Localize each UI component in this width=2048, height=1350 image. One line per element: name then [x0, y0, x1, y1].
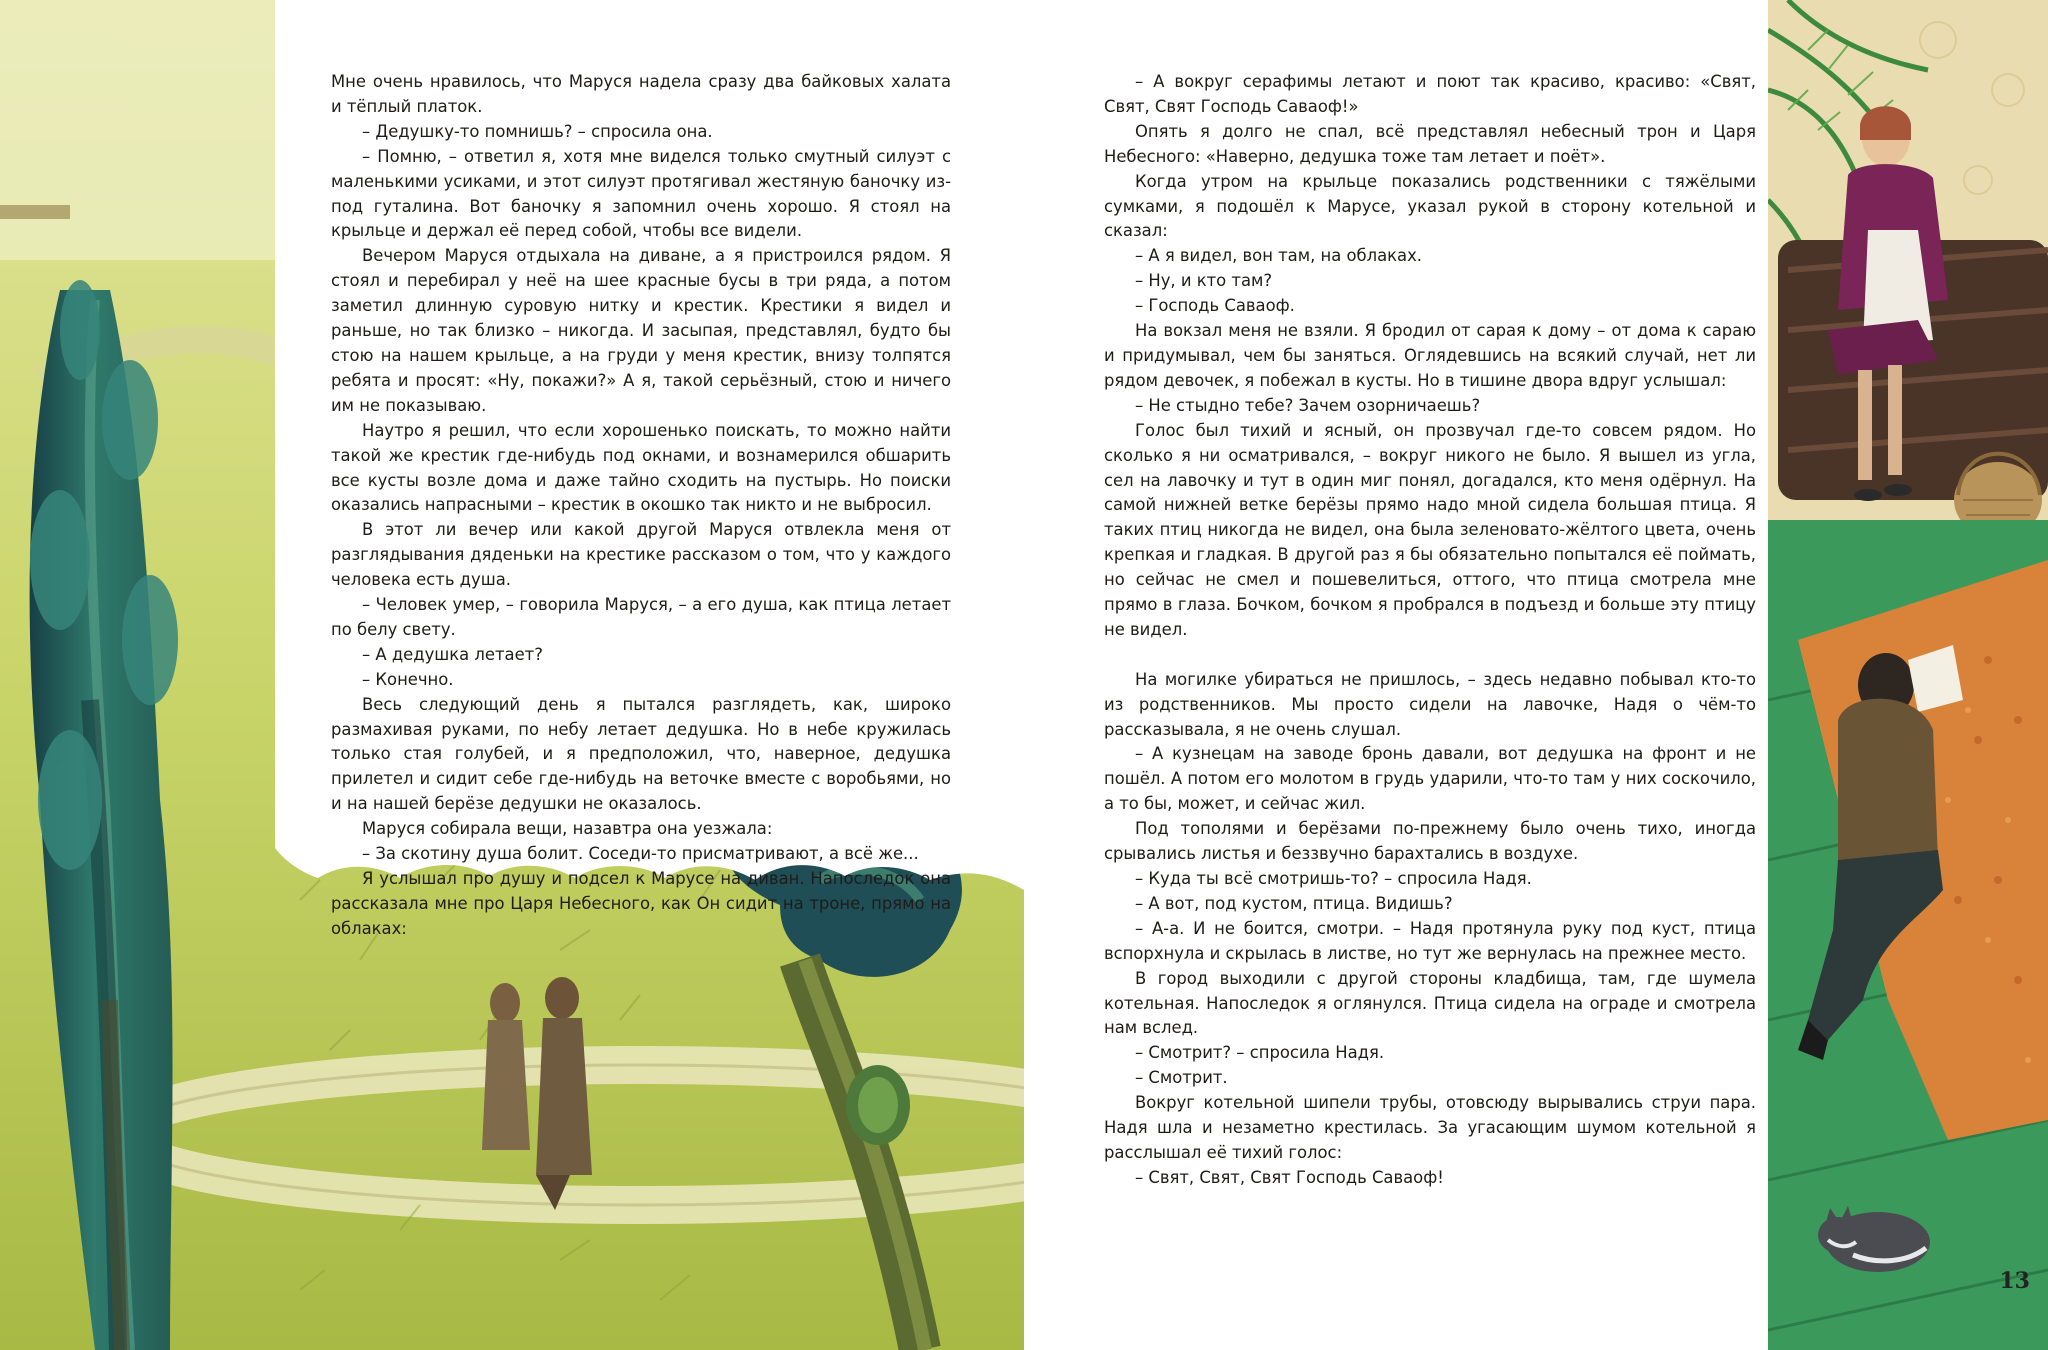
- paragraph: В этот ли вечер или какой другой Маруся отвлекла меня от разглядывания дяденьки на крестике рассказом о том, что у каждого человека есть душа.: [331, 520, 951, 590]
- paragraph: – Дедушку-то помнишь? – спросила она.: [362, 121, 713, 141]
- paragraph: – Свят, Свят, Свят Господь Саваоф!: [1135, 1167, 1444, 1187]
- paragraph: – За скотину душа болит. Соседи-то присматривают, а всё же...: [362, 844, 919, 864]
- paragraph: – Куда ты всё смотришь-то? – спросила Надя.: [1135, 868, 1532, 888]
- paragraph: Маруся собирала вещи, назавтра она уезжала:: [362, 819, 773, 839]
- paragraph: – Господь Саваоф.: [1135, 296, 1295, 316]
- paragraph: – Смотрит? – спросила Надя.: [1135, 1043, 1385, 1063]
- paragraph: – А я видел, вон там, на облаках.: [1135, 246, 1422, 266]
- paragraph: В город выходили с другой стороны кладбища, там, где шумела котельная. Напоследок я оглянулся. Птица сидела на ограде и смотрела нам вслед.: [1104, 968, 1756, 1038]
- paragraph: Опять я долго не спал, всё представлял небесный трон и Царя Небесного: «Наверно, дедушка тоже там летает и поёт».: [1104, 121, 1756, 166]
- paragraph: – Ну, и кто там?: [1135, 271, 1273, 291]
- paragraph: Когда утром на крыльце показались родственники с тяжёлыми сумками, я подошёл к Марусе, указал рукой в сторону котельной и сказал:: [1104, 171, 1756, 241]
- paragraph: – А дедушка летает?: [362, 644, 543, 664]
- paragraph: Голос был тихий и ясный, он прозвучал где-то совсем рядом. Но сколько я ни осматривался, – вокруг никого не было. Я вышел из угла, сел на лавочку и тут в один миг понял, догадался, кто меня одёрнул. На самой нижней ветке берёзы прямо надо мной сидела большая птица. Я таких птиц никогда не видел, она была зеленовато-жёлтого цвета, очень крепкая и гладкая. В другой раз я бы обязательно попытался её поймать, но сейчас не смел и пошевелиться, оттого, что птица смотрела мне прямо в глаза. Бочком, бочком я пробрался в подъезд и больше эту птицу не видел.: [1104, 420, 1756, 639]
- paragraph: – Помню, – ответил я, хотя мне виделся только смутный силуэт с маленькими усиками, и этот силуэт протягивал жестяную баночку из-под гуталина. Вот баночку я запомнил очень хорошо. Я стоял на крыльце и держал её перед собой, чтобы все видели.: [331, 146, 951, 241]
- paragraph: – А кузнецам на заводе бронь давали, вот дедушка на фронт и не пошёл. А потом его молотом в грудь ударили, что-то там у них соскочило, а то бы, может, и сейчас жил.: [1104, 744, 1756, 814]
- right-text-column: [1104, 70, 1756, 1191]
- paragraph: Я услышал про душу и подсел к Марусе на диван. Напоследок она рассказала мне про Царя Небесного, как Он сидит на троне, прямо на облаках:: [331, 869, 951, 938]
- left-text-column: [331, 70, 951, 942]
- paragraph: Вечером Маруся отдыхала на диване, а я пристроился рядом. Я стоял и перебирал у неё на шее красные бусы в три ряда, а потом заметил длинную суровую нитку и крестик. Крестики я видел и раньше, но так близко – никогда. И засыпая, представлял, будто бы стою на нашем крыльце, а на груди у меня крестик, внизу толпятся ребята и просят: «Ну, покажи?» А я, такой серьёзный, стою и ничего им не показываю.: [331, 246, 951, 415]
- paragraph: Весь следующий день я пытался разглядеть, как, широко размахивая руками, по небу летает дедушка. Но в небе кружилась только стая голубей, и я предположил, что, наверное, дедушка прилетел и сидит себе где-нибудь на веточке вместе с воробьями, но и на нашей берёзе дедушки не оказалось.: [331, 694, 951, 814]
- paragraph: – А вот, под кустом, птица. Видишь?: [1135, 893, 1453, 913]
- paragraph: Вокруг котельной шипели трубы, отовсюду вырывались струи пара. Надя шла и незаметно крестилась. За угасающим шумом котельной я расслышал её тихий голос:: [1104, 1093, 1756, 1162]
- right-page-illustration: [1768, 0, 2048, 1350]
- paragraph: Наутро я решил, что если хорошенько поискать, то можно найти такой же крестик где-нибудь под окнами, и вознамерился обшарить все кусты возле дома и даже тайно сходить на пустырь. Но поиски оказались напрасными – крестик в окошко так никто и не выбросил.: [331, 420, 951, 515]
- paragraph: – Смотрит.: [1135, 1068, 1228, 1088]
- paragraph: Мне очень нравилось, что Маруся надела сразу два байковых халата и тёплый платок.: [331, 72, 951, 116]
- paragraph: – Конечно.: [362, 669, 454, 689]
- page-number: 13: [1999, 1268, 2030, 1294]
- paragraph: На могилке убираться не пришлось, – здесь недавно побывал кто-то из родственников. Мы просто сидели на лавочке, Надя о чём-то рассказывала, я не очень слушал.: [1104, 669, 1756, 739]
- paragraph: Под тополями и берёзами по-прежнему было очень тихо, иногда срывались листья и беззвучно барахтались в воздухе.: [1104, 819, 1756, 864]
- paragraph: На вокзал меня не взяли. Я бродил от сарая к дому – от дома к сараю и придумывал, чем бы заняться. Оглядевшись на всякий случай, нет ли рядом девочек, я побежал в кусты. Но в тишине двора вдруг услышал:: [1104, 321, 1756, 390]
- paragraph: – Человек умер, – говорила Маруся, – а его душа, как птица летает по белу свету.: [331, 595, 951, 639]
- paragraph: – Не стыдно тебе? Зачем озорничаешь?: [1135, 395, 1481, 415]
- paragraph: – А вокруг серафимы летают и поют так красиво, красиво: «Свят, Свят, Свят Господь Саваоф!»: [1104, 72, 1756, 116]
- paragraph: – А-а. И не боится, смотри. – Надя протянула руку под куст, птица вспорхнула и скрылась в листве, но тут же вернулась на прежнее место.: [1104, 918, 1756, 963]
